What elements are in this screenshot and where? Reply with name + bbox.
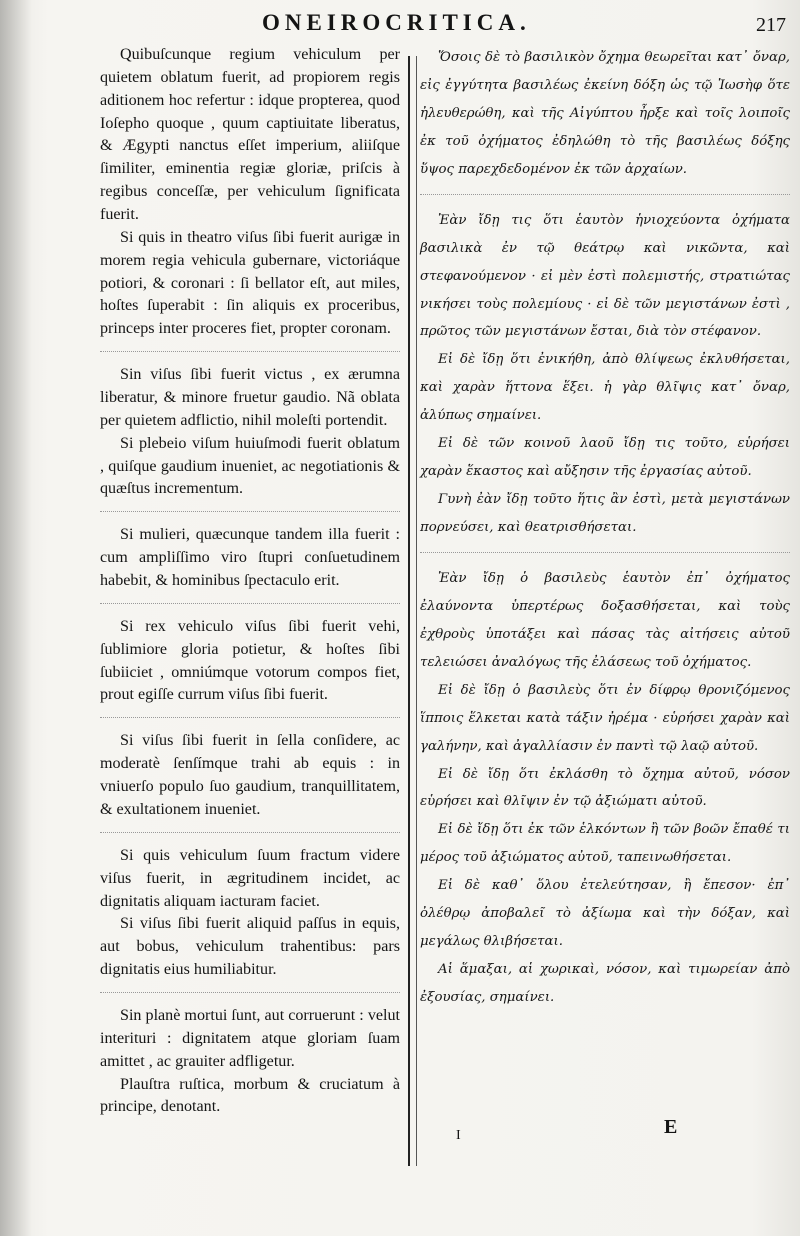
latin-paragraph: Si viſus ſibi fuerit aliquid paſſus in equis, aut bobus, vehiculum trahentibus: pars dignitatis eius humiliabitur.: [100, 915, 400, 979]
latin-paragraph: Plauſtra ruſtica, morbum & cruciatum à principe, denotant.: [100, 1075, 400, 1116]
section-divider: [100, 603, 400, 604]
section-divider: [100, 717, 400, 718]
column-rule: [408, 56, 417, 1166]
latin-paragraph: Si plebeio viſum huiuſmodi fuerit oblatum , quiſque gaudium inueniet, ac negotiationis & quæſtus incrementum.: [100, 434, 400, 498]
margin-mark: I: [456, 1128, 461, 1143]
section-divider: [420, 552, 790, 553]
latin-paragraph: Si viſus ſibi fuerit in ſella conſidere, ac moderatè ſenſímque trahi ab equis : in vniuerſo populo ſuo gaudium, tranquillitatem, & exultationem inueniet.: [100, 732, 400, 818]
greek-paragraph: Ἐὰν ἴδῃ ὁ βασιλεὺς ἑαυτὸν ἐπ᾽ ὀχήματος ἐλαύνοντα ὑπερτέρως δοξασθήσεται, καὶ τοὺς ἐχθροὺς ὑποτάξει καὶ πάσας τὰς αἰτήσεις αὐτοῦ τελειώσει ἀναλόγως τῆς ἐλάσεως τοῦ ὀχήματος.: [420, 570, 790, 670]
signature-mark: E: [664, 1116, 678, 1138]
latin-paragraph: Quibuſcunque regium vehiculum per quietem oblatum fuerit, ad propiorem regis aditionem hoc refertur : idque propterea, quod Ioſepho quoque , quum captiuitate liberatus, & Ægypti nanctus eſſet imperium, aliiſque ſimiliter, eminentia regiæ gloriæ, priſcis à regibus conceſſæ, per vehiculum ſignificata fuerit.: [100, 46, 400, 224]
latin-paragraph: Sin planè mortui ſunt, aut corruerunt : velut interituri : dignitatem atque gloriam ſuam amittet , ac grauiter adfligetur.: [100, 1006, 400, 1070]
latin-paragraph: Sin viſus ſibi fuerit victus , ex ærumna liberatur, & minore fruetur gaudio. Nã oblata per quietem adflictio, nihil moleſti portendit.: [100, 366, 400, 429]
latin-paragraph: Si rex vehiculo viſus ſibi fuerit vehi, ſublimiore gloria potietur, & hoſtes ſibi ſubiiciet , omniúmque votorum compos fiet, prout egiſſe currum viſus ſibi fuerit.: [100, 617, 400, 704]
latin-paragraph: Si mulieri, quæcunque tandem illa fuerit : cum ampliſſimo viro ſtupri conſuetudinem habebit, & hominibus ſpectaculo erit.: [100, 526, 400, 590]
greek-paragraph: Αἱ ἅμαξαι, αἱ χωρικαὶ, νόσον, καὶ τιμωρείαν ἀπὸ ἐξουσίας, σημαίνει.: [420, 962, 790, 1005]
latin-column: [100, 44, 400, 1119]
section-divider: [100, 832, 400, 833]
page-number: 217: [756, 14, 786, 36]
greek-paragraph: Ὅσοις δὲ τὸ βασιλικὸν ὄχημα θεωρεῖται κατ᾽ ὄναρ, εἰς ἐγγύτητα βασιλέως ἐκείνη δόξη ὡς τῷ Ἰωσὴφ ὅτε ἠλευθερώθη, καὶ τῆς Αἰγύπτου ἦρξε καὶ τοῖς λοιποῖς ἐκ τοῦ ὀχήματος ἐδηλώθη τὸ τῆς βασιλέως δόξης ὕψος παρεχδεδομένον ἐκ τῶν ἀρχαίων.: [420, 50, 790, 177]
greek-paragraph: Εἰ δὲ ἴδῃ ὅτι ἐκ τῶν ἑλκόντων ἢ τῶν βοῶν ἔπαθέ τι μέρος τοῦ ἀξιώματος αὐτοῦ, ταπεινωθήσεται.: [420, 822, 790, 866]
page-header: [0, 6, 800, 44]
gutter-shadow: [0, 0, 32, 1236]
section-divider: [100, 992, 400, 993]
greek-paragraph: Γυνὴ ἐὰν ἴδῃ τοῦτο ἥτις ἂν ἐστὶ, μετὰ μεγιστάνων πορνεύσει, καὶ θεατρισθήσεται.: [420, 492, 790, 535]
latin-paragraph: Si quis in theatro viſus ſibi fuerit aurigæ in morem regia vehicula gubernare, victoriáque potiori, & coronari : ſi bellator eſt, aut miles, hoſtes ſuperabit : ſin aliquis ex proceribus, princeps inter proceres fiet, propter coronam.: [100, 228, 400, 338]
greek-paragraph: Εἰ δὲ ἴδῃ ὅτι ἐκλάσθη τὸ ὄχημα αὐτοῦ, νόσον εὑρήσει καὶ θλῖψιν ἐν τῷ ἀξιώματι αὐτοῦ.: [420, 766, 790, 810]
greek-paragraph: Εἰ δὲ ἴδῃ ὅτι ἐνικήθη, ἀπὸ θλίψεως ἐκλυθήσεται, καὶ χαρὰν ἥττονα ἕξει. ἡ γὰρ θλῖψις κατ᾽ ὄναρ, ἀλύπως σημαίνει.: [420, 352, 790, 424]
greek-paragraph: Εἰ δὲ ἴδῃ ὁ βασιλεὺς ὅτι ἐν δίφρῳ θρονιζόμενος ἵπποις ἕλκεται κατὰ τάξιν ἠρέμα · εὑρήσει χαρὰν καὶ γαλήνην, καὶ ἀγαλλίασιν ἐν παντὶ τῷ λαῷ αὐτοῦ.: [420, 682, 790, 754]
latin-paragraph: Si quis vehiculum ſuum fractum videre viſus fuerit, in ægritudinem incidet, ac dignitatis aliquam iacturam faciet.: [100, 846, 400, 910]
greek-paragraph: Ἐὰν ἴδῃ τις ὅτι ἑαυτὸν ἡνιοχεύοντα ὀχήματα βασιλικὰ ἐν τῷ θεάτρῳ καὶ νικῶντα, καὶ στεφανούμενον · εἰ μὲν ἐστὶ πολεμιστής, στρατιώτας νικήσει τοὺς πολεμίους · εἰ δὲ τῶν μεγιστάνων ἐστὶ , πρῶτος τῶν μεγιστάνων ἔσται, διὰ τὸν στέφανον.: [420, 212, 790, 340]
section-divider: [420, 194, 790, 195]
section-divider: [100, 351, 400, 352]
greek-paragraph: Εἰ δὲ καθ᾽ ὅλου ἐτελεύτησαν, ἢ ἔπεσον· ἐπ᾽ ὀλέθρῳ ἀποβαλεῖ τὸ ἀξίωμα καὶ τὴν δόξαν, καὶ μεγάλως θλιβήσεται.: [420, 878, 790, 950]
greek-paragraph: Εἰ δὲ τῶν κοινοῦ λαοῦ ἴδῃ τις τοῦτο, εὑρήσει χαρὰν ἕκαστος καὶ αὔξησιν τῆς ἐργασίας αὐτοῦ.: [420, 436, 790, 480]
section-divider: [100, 511, 400, 512]
running-title: ONEIROCRITICA.: [262, 10, 531, 35]
greek-column: [420, 44, 790, 1012]
